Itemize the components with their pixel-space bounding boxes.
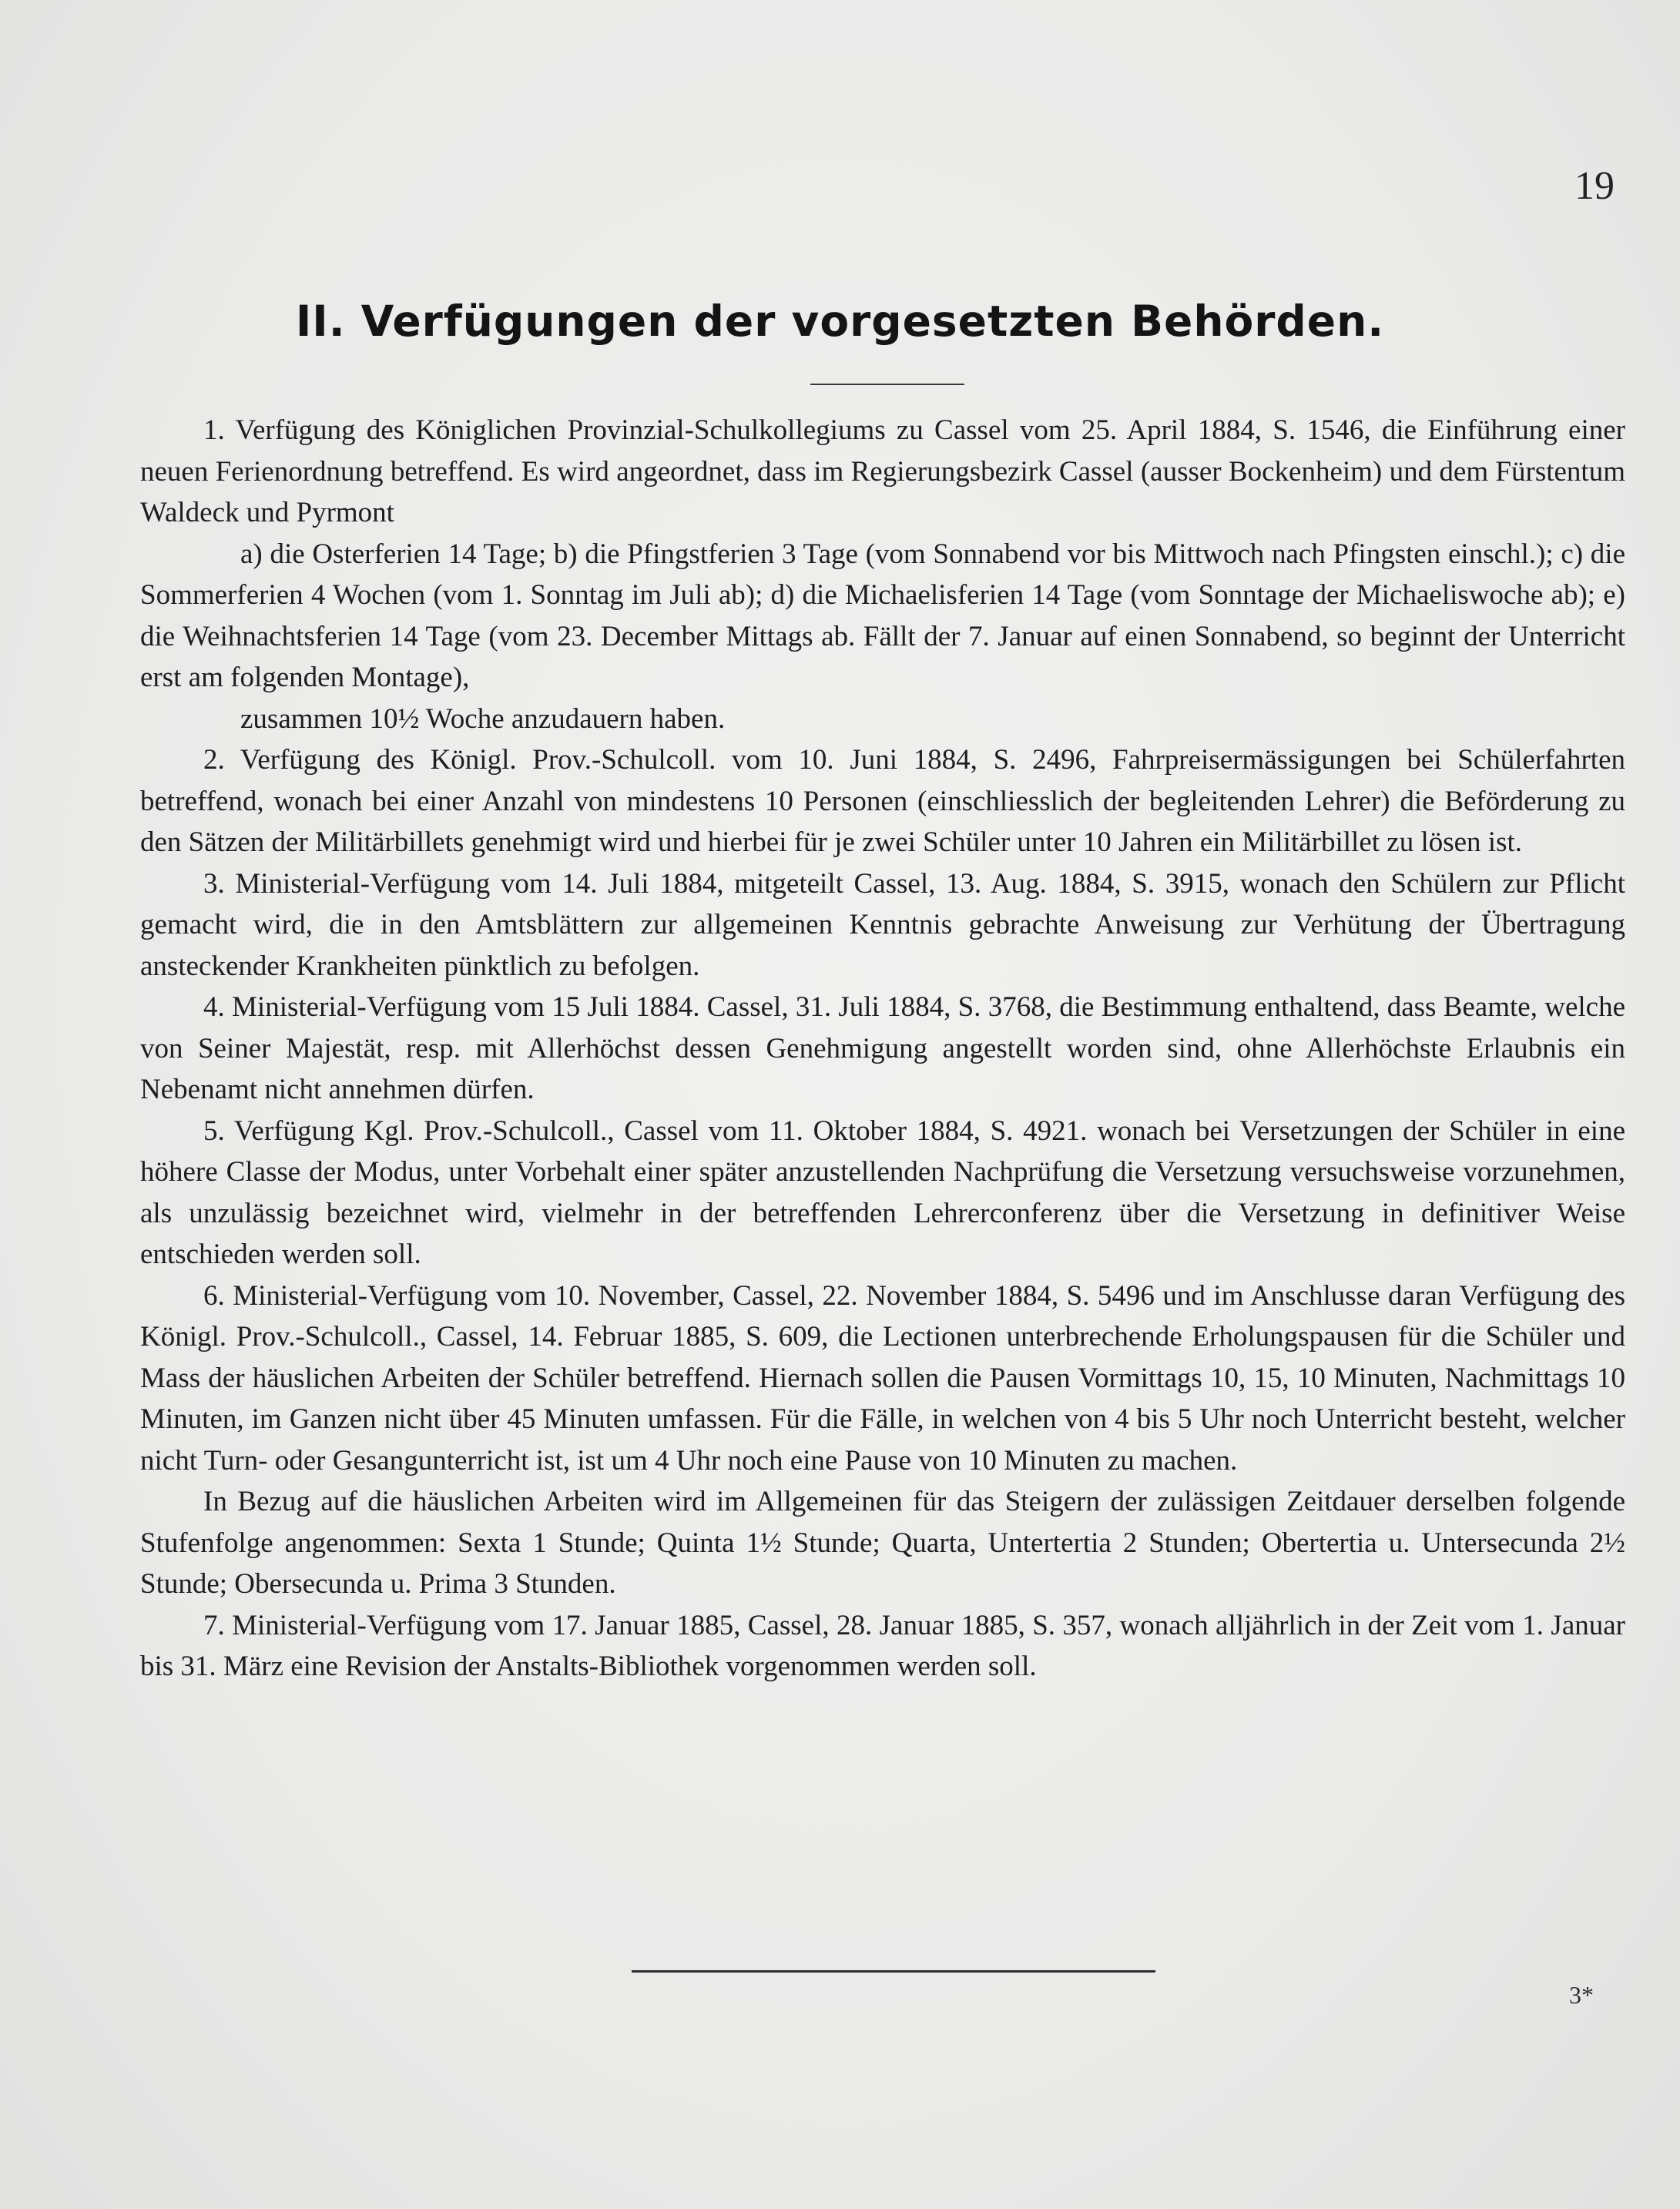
- item-1-total: zusammen 10½ Woche anzudauern haben.: [240, 702, 726, 735]
- item-4: 4. Ministerial-Verfügung vom 15 Juli 1884. Cassel, 31. Juli 1884, S. 3768, die Bestimmung enthaltend, dass Beamte, welche von Seiner Majestät, resp. mit Allerhöchst dessen Genehmigung angestellt worden sind, ohne Allerhöchste Erlaubnis ein Nebenamt nicht annehmen dürfen.: [140, 991, 1625, 1105]
- item-6-homework: In Bezug auf die häuslichen Arbeiten wird im Allgemeinen für das Steigern der zulässigen Zeitdauer derselben folgende Stufenfolge angenommen: Sexta 1 Stunde; Quinta 1½ Stunde; Quarta, Untertertia 2 Stunden; Obertertia u. Untersecunda 2½ Stunde; Obersecunda u. Prima 3 Stunden.: [140, 1486, 1625, 1600]
- section-heading: II. Verfügungen der vorgesetzten Behörden.: [295, 297, 1385, 346]
- item-1-holiday-list: a) die Osterferien 14 Tage; b) die Pfingstferien 3 Tage (vom Sonnabend vor bis Mittwoch nach Pfingsten einschl.); c) die Sommerferien 4 Wochen (vom 1. Sonntag im Juli ab); d) die Michaelisferien 14 Tage (vom Sonntage der Michaeliswoche ab); e) die Weihnachtsferien 14 Tage (vom 23. December Mittags ab. Fällt der 7. Januar auf einen Sonnabend, so beginnt der Unterricht erst am folgenden Montage),: [140, 538, 1625, 693]
- page-number: 19: [1574, 164, 1615, 208]
- item-6: 6. Ministerial-Verfügung vom 10. November, Cassel, 22. November 1884, S. 5496 und im Anschlusse daran Verfügung des Königl. Prov.-Schulcoll., Cassel, 14. Februar 1885, S. 609, die Lectionen unterbrechende Erholungspausen für die Schüler und Mass der häuslichen Arbeiten der Schüler betreffend. Hiernach sollen die Pausen Vormittags 10, 15, 10 Minuten, Nachmittags 10 Minuten, im Ganzen nicht über 45 Minuten umfassen. Für die Fälle, in welchen von 4 bis 5 Uhr noch Unterricht besteht, welcher nicht Turn- oder Gesangunterricht ist, ist um 4 Uhr noch eine Pause von 10 Minuten zu machen.: [140, 1279, 1625, 1477]
- item-7: 7. Ministerial-Verfügung vom 17. Januar 1885, Cassel, 28. Januar 1885, S. 357, wonach alljährlich in der Zeit vom 1. Januar bis 31. März eine Revision der Anstalts-Bibliothek vorgenommen werden soll.: [140, 1609, 1625, 1682]
- signature-mark: 3*: [1569, 1981, 1594, 2009]
- body-text: [140, 410, 1625, 1688]
- closing-divider: [632, 1970, 1155, 1973]
- item-1-intro: 1. Verfügung des Königlichen Provinzial-Schulkollegiums zu Cassel vom 25. April 1884, S. 1546, die Einführung einer neuen Ferienordnung betreffend. Es wird angeordnet, dass im Regierungsbezirk Cassel (ausser Bockenheim) und dem Fürstentum Waldeck und Pyrmont: [140, 414, 1625, 528]
- heading-divider: [810, 384, 964, 385]
- item-3: 3. Ministerial-Verfügung vom 14. Juli 1884, mitgeteilt Cassel, 13. Aug. 1884, S. 3915, wonach den Schülern zur Pflicht gemacht wird, die in den Amtsblättern zur allgemeinen Kenntnis gebrachte Anweisung zur Verhütung der Übertragung ansteckender Krankheiten pünktlich zu befolgen.: [140, 867, 1625, 982]
- item-5: 5. Verfügung Kgl. Prov.-Schulcoll., Cassel vom 11. Oktober 1884, S. 4921. wonach bei Versetzungen der Schüler in eine höhere Classe der Modus, unter Vorbehalt einer später anzustellenden Nachprüfung die Versetzung versuchsweise vorzunehmen, als unzulässig bezeichnet wird, vielmehr in der betreffenden Lehrerconferenz über die Versetzung in definitiver Weise entschieden werden soll.: [140, 1115, 1625, 1270]
- item-2: 2. Verfügung des Königl. Prov.-Schulcoll. vom 10. Juni 1884, S. 2496, Fahrpreisermässigungen bei Schülerfahrten betreffend, wonach bei einer Anzahl von mindestens 10 Personen (einschliesslich der begleitenden Lehrer) die Beförderung zu den Sätzen der Militärbillets genehmigt wird und hierbei für je zwei Schüler unter 10 Jahren ein Militärbillet zu lösen ist.: [140, 744, 1625, 858]
